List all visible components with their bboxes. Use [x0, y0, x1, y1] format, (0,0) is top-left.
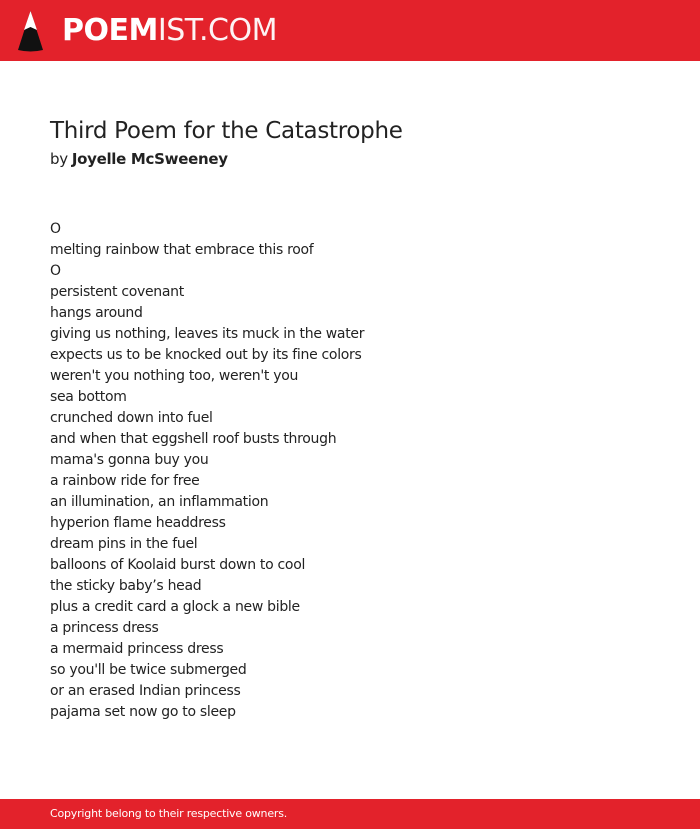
poem-line: a rainbow ride for free [50, 473, 200, 489]
poem-line: dream pins in the fuel [50, 536, 198, 552]
author-name: Joyelle McSweeney [71, 150, 228, 168]
poem-line: O [50, 263, 61, 279]
site-logo[interactable] [62, 12, 277, 50]
poem-line: so you'll be twice submerged [50, 662, 247, 678]
poem-line: balloons of Koolaid burst down to cool [50, 557, 306, 573]
byline-label: by [50, 150, 68, 168]
poem-line: a princess dress [50, 620, 159, 636]
logo-brand-bold: POEM [62, 13, 158, 48]
poem-line: expects us to be knocked out by its fine colors [50, 347, 362, 363]
poem-line: plus a credit card a glock a new bible [50, 599, 300, 615]
poem-line: a mermaid princess dress [50, 641, 224, 657]
poem-line: or an erased Indian princess [50, 683, 241, 699]
poem-line: persistent covenant [50, 284, 184, 300]
copyright-notice: Copyright belong to their respective owners. [50, 807, 288, 820]
poem-line: sea bottom [50, 389, 127, 405]
poem-line: crunched down into fuel [50, 410, 213, 426]
poem-line: giving us nothing, leaves its muck in the water [50, 326, 365, 342]
site-footer [0, 799, 700, 829]
poem-line: melting rainbow that embrace this roof [50, 242, 314, 258]
poem-line: pajama set now go to sleep [50, 704, 236, 720]
poem-line: hyperion flame headdress [50, 515, 226, 531]
poem-body [50, 219, 364, 723]
byline [50, 149, 228, 169]
poem-line: the sticky baby’s head [50, 578, 202, 594]
poem-line: hangs around [50, 305, 143, 321]
site-header [0, 0, 700, 61]
logo-brand-light: IST.COM [157, 13, 277, 48]
poem-line: mama's gonna buy you [50, 452, 209, 468]
poem-line: an illumination, an inflammation [50, 494, 269, 510]
poem-line: O [50, 221, 61, 237]
pen-nib-icon[interactable] [17, 10, 44, 52]
poem-line: and when that eggshell roof busts through [50, 431, 337, 447]
poem-line: weren't you nothing too, weren't you [50, 368, 299, 384]
poem-title: Third Poem for the Catastrophe [50, 118, 403, 144]
